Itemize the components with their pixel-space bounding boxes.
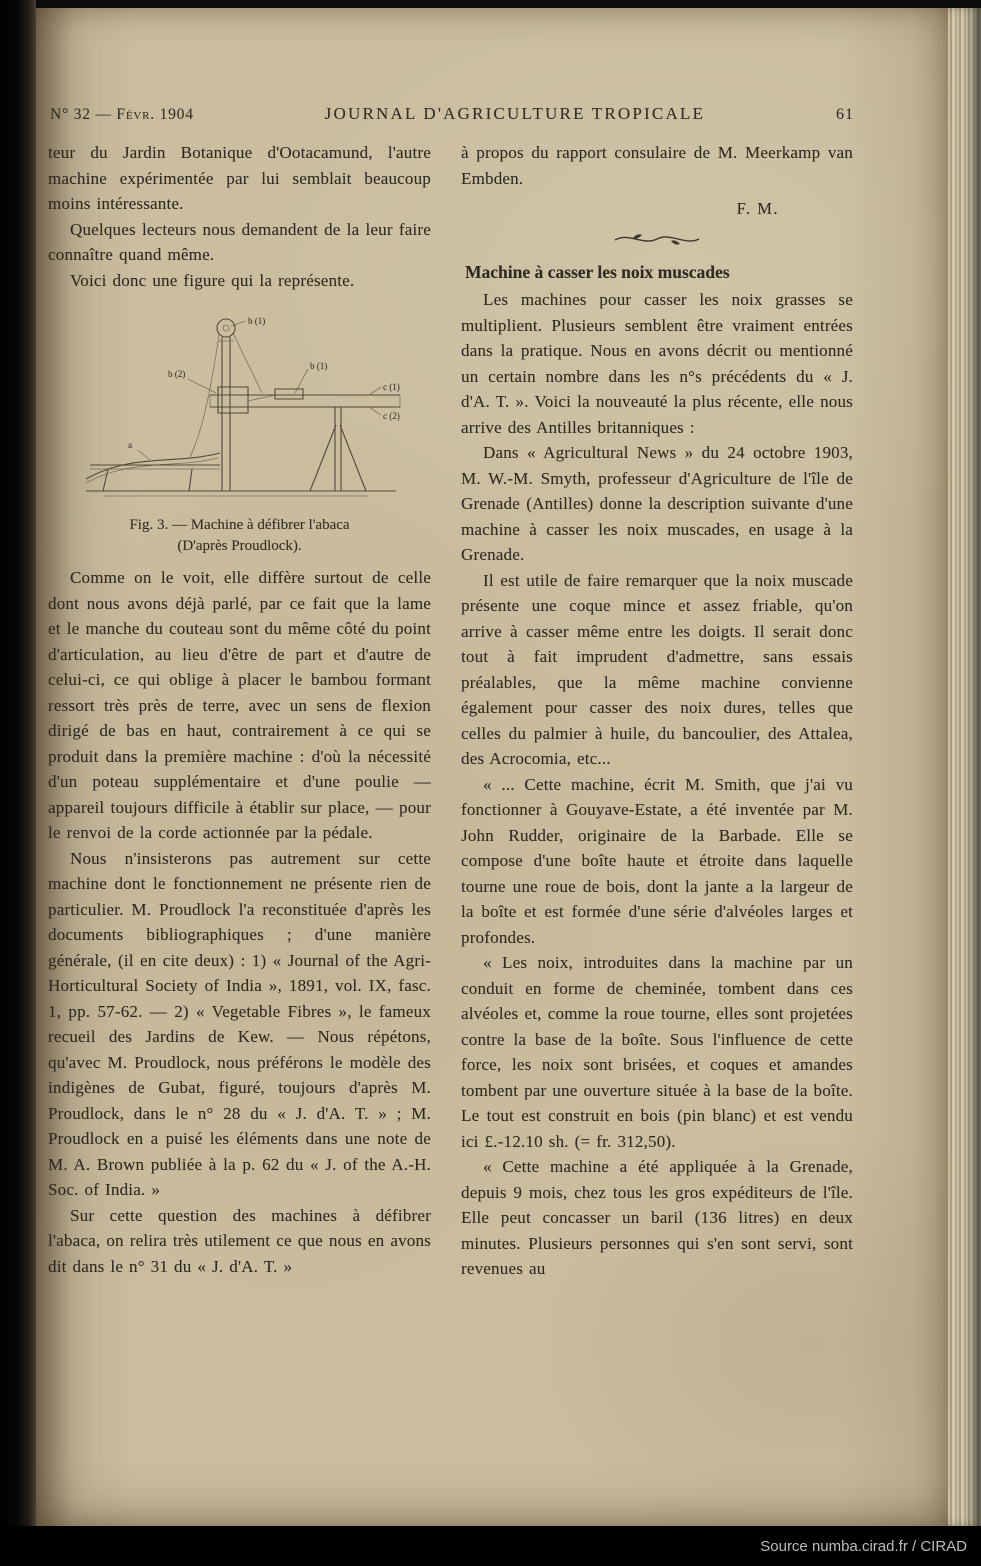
book-page-edges: [948, 8, 981, 1526]
ornament-divider-icon: [611, 231, 703, 247]
paragraph: Sur cette question des machines à défibrer l'abaca, on relira très utilement ce que nous en avons dit dans le n° 31 du « J. d'A. T. »: [48, 1205, 431, 1276]
paragraph: Nous n'insisterons pas autrement sur cette machine dont le fonctionnement ne présente rien de particulier. M. Proudlock l'a reconstituée d'après les documents bibliographiques ; d'une manière générale, (il en cite deux) : 1) « Journal of the Agri-Horticultural Society of India », 1891, vol. IX, fasc. 1, pp. 57-62. — 2) « Vegetable Fibres », le fameux recueil des Jardins de Kew. — Nous répétons, qu'avec M. Proudlock, nous préférons le modèle des indigènes de Gubat, figuré, toujours d'après M. Proudlock, dans le n° 28 du « J. d'A. T. » ; M. Proudlock en a puisé les éléments dans une note de M. A. Brown publiée à la p. 62 du « J. of the A.-H. Soc. of India. »: [48, 848, 431, 1199]
paragraph: « ... Cette machine, écrit M. Smith, que j'ai vu fonctionner à Gouyave-Estate, a été inventée par M. John Rudder, originaire de la Barbade. Elle se compose d'une boîte haute et étroite dans laquelle tourne une roue de bois, dont la jante a la largeur de la boîte et est formée d'une série d'alvéoles larges et profondes.: [461, 774, 853, 947]
paragraph: Quelques lecteurs nous demandent de la leur faire connaître quand même.: [48, 219, 431, 264]
figure-caption-line2: (D'après Proudlock).: [177, 538, 302, 554]
paragraph: « Cette machine a été appliquée à la Grenade, depuis 9 mois, chez tous les gros expéditeurs de l'île. Elle peut concasser un baril (136 litres) en deux minutes. Plusieurs personnes qui s'en sont servi, sont revenues au: [461, 1157, 853, 1278]
source-attribution-bar: [0, 1526, 981, 1566]
scanned-page: [36, 8, 948, 1526]
two-column-layout: [48, 140, 860, 1282]
source-attribution-text: Source numba.cirad.fr / CIRAD: [760, 1537, 967, 1555]
article-signature: F. M.: [736, 199, 779, 218]
abaca-machine-illustration: [70, 307, 410, 507]
paragraph: Les machines pour casser les noix grasses se multiplient. Plusieurs semblent être vraiment entrées dans la pratique. Nous en avons décrit ou mentionné un certain nombre dans les n°s précédents du « J. d'A. T. ». Voici la nouveauté la plus récente, elle nous arrive des Antilles britanniques :: [461, 290, 853, 437]
paragraph: à propos du rapport consulaire de M. Meerkamp van Embden.: [461, 143, 853, 188]
paragraph: teur du Jardin Botanique d'Ootacamund, l'autre machine expérimentée par lui semblait beaucoup moins intéressante.: [48, 143, 431, 213]
figure-label: c (2): [382, 411, 400, 421]
paragraph: Voici donc une figure qui la représente.: [70, 270, 355, 290]
section-divider: [461, 231, 853, 252]
issue-label: N° 32 — Févr. 1904: [50, 106, 194, 123]
paragraph: Comme on le voit, elle diffère surtout de celle dont nous avons déjà parlé, par ce fait que la lame et le manche du couteau sont du même côté du point d'articulation, au lieu d'être de part et d'autre de celui-ci, ce qui oblige à placer le bambou formant ressort très près de terre, avec un sens de flexion dirigé de bas en haut, contrairement à ce qui se produit dans la première machine : d'où la nécessité d'un poteau supplémentaire et d'une poulie — appareil toujours difficile à établir sur place, — pour le renvoi de la corde actionnée par la pédale.: [48, 568, 431, 842]
book-binding-shadow: [0, 0, 36, 1526]
column-gap: [431, 140, 461, 1282]
page-content: [36, 8, 860, 1282]
figure-abaca-machine: [66, 307, 414, 557]
figure-label: c (1): [382, 382, 400, 392]
paragraph: Il est utile de faire remarquer que la noix muscade présente une coque mince et assez friable, qu'on arrive à casser même entre les doigts. Il serait donc tout à fait imprudent d'admettre, sans essais préalables, que la même machine convienne également pour casser des noix dures, telles que celles du palmier à huile, du bancoulier, des Attalea, des Acrocomia, etc...: [461, 570, 853, 768]
paragraph: « Les noix, introduites dans la machine par un conduit en forme de cheminée, tombent dans ces alvéoles et, comme la roue tourne, elles sont projetées contre la base de la boîte. Sous l'influence de cette force, les noix sont brisées, et coques et amandes tombent par une ouverture située à la base de la boîte. Le tout est construit en bois (pin blanc) et est vendu ici £.-12.10 sh. (= fr. 312,50).: [461, 953, 853, 1151]
left-column: [48, 140, 431, 1282]
figure-caption: [66, 515, 414, 557]
figure-label: a: [127, 440, 132, 450]
figure-label: b (2): [167, 369, 185, 379]
article-title: Machine à casser les noix muscades: [465, 262, 730, 282]
page-number: 61: [835, 106, 854, 123]
paragraph: Dans « Agricultural News » du 24 octobre 1903, M. W.-M. Smyth, professeur d'Agriculture de l'île de Grenade (Antilles) donne la description suivante d'une machine à casser les noix muscades, en usage à la Grenade.: [461, 443, 853, 564]
journal-title: JOURNAL D'AGRICULTURE TROPICALE: [324, 104, 706, 123]
right-column: [461, 140, 853, 1282]
page-header: [48, 104, 860, 124]
figure-label: b (1): [309, 361, 327, 371]
figure-label: b (1): [247, 316, 265, 326]
figure-caption-line1: Fig. 3. — Machine à défibrer l'abaca: [129, 517, 350, 533]
